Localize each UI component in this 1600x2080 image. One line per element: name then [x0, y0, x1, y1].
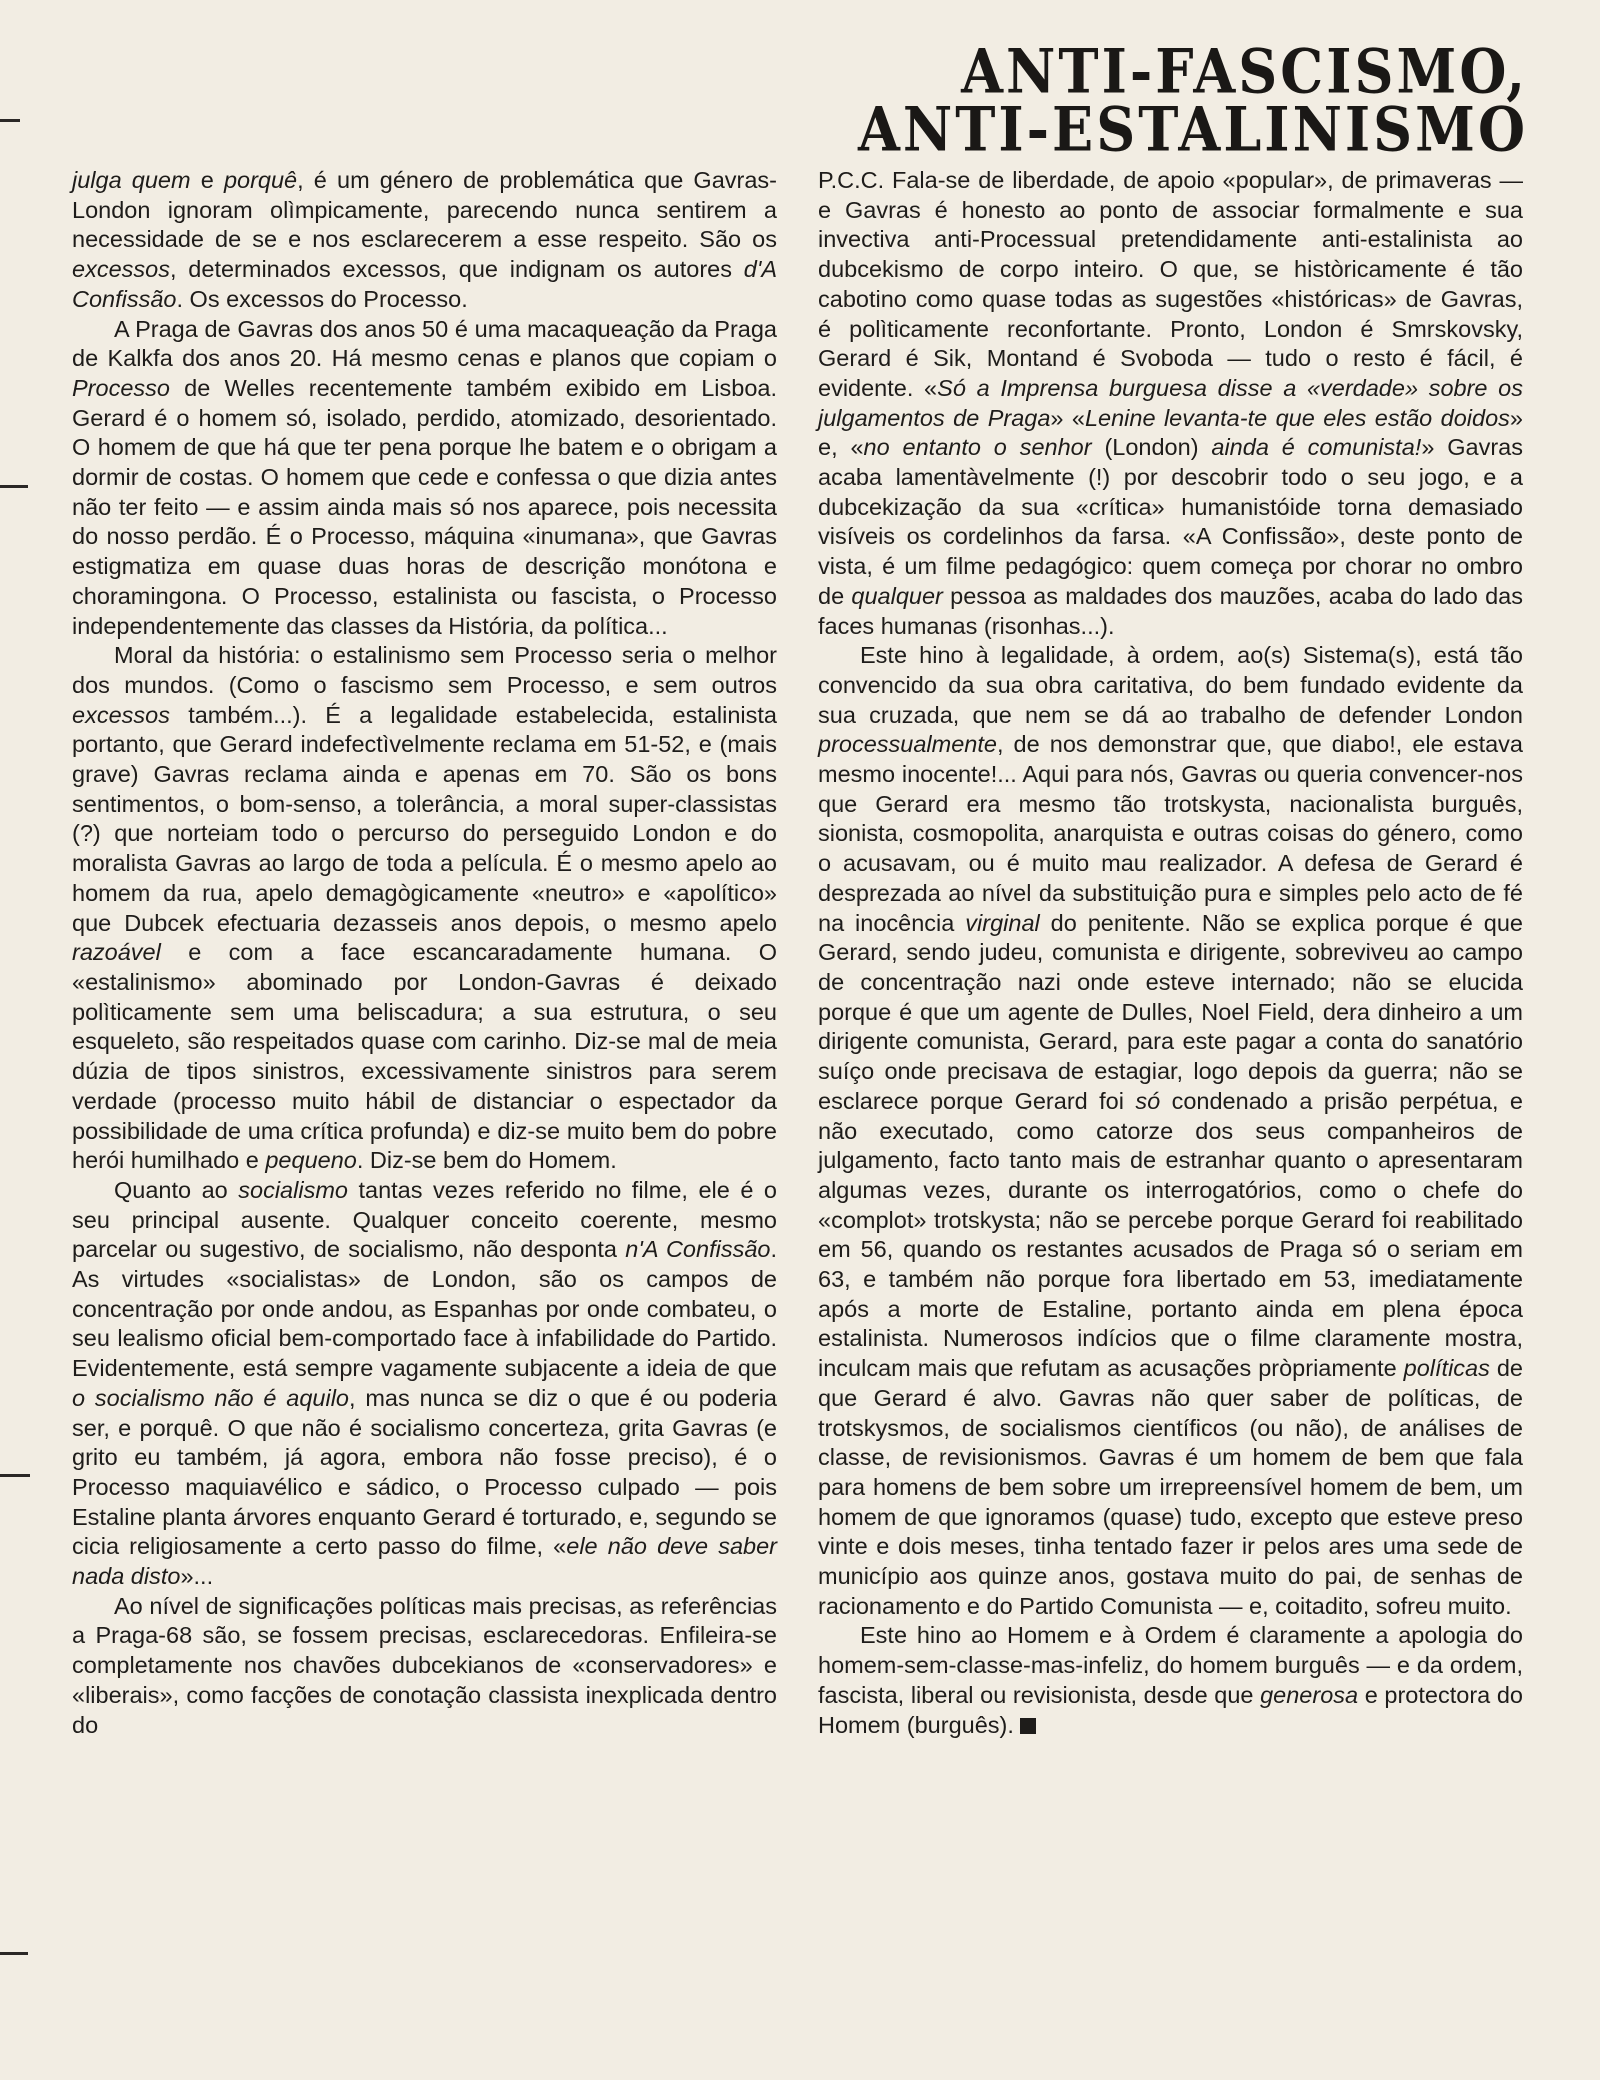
paragraph — [818, 1621, 1523, 1740]
text-run: e — [190, 167, 224, 193]
emphasis-text: no entanto o senhor — [863, 434, 1092, 461]
emphasis-text: pequeno — [265, 1147, 357, 1174]
text-run: , de nos demonstrar que, que diabo!, ele estava mesmo inocente!... Aqui para nós, Gavras ou queria convencer-nos que Gerard era mesmo tão trotskysta, nacionalista burguês, sionista, cosmopolita, anarquista e outras coisas do género, como o acusavam, ou é muito mau realizador. A defesa de Gerard é desprezada ao nível da substituição pura e simples pelo acto de fé na inocência — [818, 731, 1523, 936]
text-run: A Praga de Gavras dos anos 50 é uma macaqueação da Praga de Kalkfa dos anos 20. Há mesmo cenas e planos que copiam o — [72, 315, 777, 372]
emphasis-text: virginal — [965, 909, 1040, 936]
text-run: Ao nível de significações políticas mais precisas, as referências a Praga-68 são, se fossem precisas, esclarecedoras. Enfileira-se completamente nos chavões dubcekianos de «conservadores» e «liberais», como facções de conotação classista inexplicada dentro do — [72, 1592, 777, 1738]
text-run: Este hino ao Homem e à Ordem é claramente a apologia do homem-sem-classe-mas-infeliz, do homem burguês — e da ordem, fascista, liberal ou revisionista, desde que — [818, 1622, 1523, 1708]
text-run: pessoa as maldades dos mauzões, acaba do lado das faces humanas (risonhas...). — [818, 582, 1523, 639]
paragraph — [818, 166, 1523, 641]
text-column-right — [818, 166, 1523, 1740]
emphasis-text: julga quem — [72, 167, 191, 193]
emphasis-text: Lenine levanta-te que eles estão doidos — [1084, 404, 1510, 431]
emphasis-text: Processo — [72, 374, 170, 401]
text-run: , mas nunca se diz o que é ou poderia ser, e porquê. O que não é socialismo concerteza, grita Gavras (e grito eu também, já agora, embora não fosse preciso), é o Processo maquiavélico e sádico, o Processo culpado — pois Estaline planta árvores enquanto Gerard é torturado, e, segundo se cicia religiosamente a certo passo do filme, « — [72, 1384, 777, 1560]
paragraph — [72, 166, 777, 315]
text-run: . Os excessos do Processo. — [176, 285, 468, 312]
emphasis-text: d'A Confissão — [72, 256, 777, 312]
emphasis-text: o socialismo não é aquilo — [72, 1384, 350, 1411]
emphasis-text: n'A Confissão — [625, 1236, 771, 1263]
emphasis-text: porquê — [223, 167, 298, 193]
text-run: , determinados excessos, que indignam os autores — [169, 256, 744, 283]
emphasis-text: razoável — [72, 939, 161, 966]
paragraph — [818, 641, 1523, 1621]
margin-mark — [0, 1952, 28, 1955]
paragraph — [72, 315, 777, 642]
text-column-left — [72, 166, 777, 1740]
paragraph — [72, 641, 777, 1176]
headline-line-1: ANTI-FASCISMO, — [961, 35, 1528, 107]
emphasis-text: ainda é comunista! — [1211, 434, 1422, 461]
text-run: de Welles recentemente também exibido em Lisboa. Gerard é o homem só, isolado, perdido, atomizado, desorientado. O homem de que há que ter pena porque lhe batem e o obrigam a dormir de costas. O homem que cede e confessa o que dizia antes não ter feito — e assim ainda mais só nos aparece, pois necessita do nosso perdão. É o Processo, máquina «inumana», que Gavras estigmatiza em quase duas horas de descrição monótona e choramingona. O Processo, estalinista ou fascista, o Processo independentemente das classes da História, da política... — [72, 374, 777, 639]
paragraph — [72, 1176, 777, 1592]
emphasis-text: só — [1135, 1087, 1161, 1114]
text-run: » Gavras acaba lamentàvelmente (!) por descobrir todo o seu jogo, e a dubcekização da sua «crítica» humanistóide torna demasiado visíveis os cordelinhos da farsa. «A Confissão», deste ponto de vista, é um filme pedagógico: quem começa por chorar no ombro de — [818, 434, 1524, 609]
emphasis-text: políticas — [1403, 1355, 1490, 1382]
text-run: de que Gerard é alvo. Gavras não quer saber de políticas, de trotskysmos, de socialismos científicos (ou não), de análises de classe, de revisionismos. Gavras é um homem de bem que fala para homens de bem sobre um irrepreensível homem de bem, um homem de que ignoramos (quase) tudo, excepto que esteve preso vinte e dois meses, tinha tentado fazer ir pelos ares uma sede de município aos quinze anos, gostava muito do pai, de senhas de racionamento e do Partido Comunista — e, coitadito, sofreu muito. — [818, 1355, 1524, 1619]
text-run: também...). É a legalidade estabelecida, estalinista portanto, que Gerard indefectìvelmente reclama em 51-52, e (mais grave) Gavras reclama ainda e apenas em 70. São os bons sentimentos, o bom-senso, a tolerância, a moral super-classistas (?) que norteiam todo o percurso do perseguido London e do moralista Gavras ao largo de toda a película. É o mesmo apelo ao homem da rua, apelo demagògicamente «neutro» e «apolítico» que Dubcek efectuaria dezasseis anos depois, o mesmo apelo — [72, 701, 777, 936]
text-run: , é um género de problemática que Gavras-London ignoram olìmpicamente, parecendo nunca sentirem a necessidade de se e nos esclarecerem a esse respeito. São os — [72, 167, 777, 253]
end-of-article-square-icon — [1020, 1718, 1036, 1734]
text-run: e protectora do Homem (burguês). — [818, 1681, 1523, 1738]
text-run: . As virtudes «socialistas» de London, são os campos de concentração por onde andou, as Espanhas por onde combateu, o seu lealismo oficial bem-comportado face à infabilidade do Partido. Evidentemente, está sempre vagamente subjacente a ideia de que — [72, 1236, 777, 1382]
emphasis-text: excessos — [72, 256, 170, 283]
article-headline — [857, 35, 1528, 166]
text-run: » « — [1050, 404, 1085, 431]
text-run: Moral da história: o estalinismo sem Processo seria o melhor dos mundos. (Como o fascismo sem Processo, e sem outros — [72, 642, 777, 698]
text-run: (London) — [1091, 434, 1212, 461]
text-run: tantas vezes referido no filme, ele é o seu principal ausente. Qualquer conceito coerente, mesmo parcelar ou sugestivo, de socialismo, não desponta — [72, 1176, 777, 1263]
margin-mark — [0, 485, 28, 488]
text-run: do penitente. Não se explica porque é que Gerard, sendo judeu, comunista e dirigente, sobreviveu ao campo de concentração nazi onde esteve internado; não se elucida porque é que um agente de Dulles, Noel Field, dera dinheiro a um dirigente comunista, Gerard, para este pagar a conta do sanatório suíço onde precisava de estagiar, logo depois da guerra; não se esclarece porque Gerard foi — [818, 909, 1523, 1114]
text-run: condenado a prisão perpétua, e não executado, como catorze dos seus companheiros de julgamento, facto tanto mais de estranhar quanto o apresentaram algumas vezes, durante os interrogatórios, como o chefe do «complot» trotskysta; não se percebe porque Gerard foi reabilitado em 56, quando os restantes acusados de Praga só o seriam em 63, e também não porque fora libertado em 53, imediatamente após a morte de Estaline, portanto ainda em plena época estalinista. Numerosos indícios que o filme claramente mostra, inculcam mais que refutam as acusações pròpriamente — [818, 1087, 1523, 1382]
emphasis-text: socialismo — [238, 1176, 348, 1203]
emphasis-text: ele não deve saber nada disto — [72, 1533, 778, 1590]
emphasis-text: Só a Imprensa burguesa disse a «verdade» sobre os julgamentos de Praga — [818, 374, 1523, 431]
text-run: »... — [180, 1563, 214, 1590]
emphasis-text: generosa — [1260, 1681, 1359, 1708]
headline-line-2: ANTI-ESTALINISMO — [857, 93, 1528, 166]
margin-mark — [0, 119, 20, 122]
text-run: Quanto ao — [114, 1176, 239, 1203]
text-run: e com a face escancaradamente humana. O «estalinismo» abominado por London-Gavras é deixado polìticamente sem uma beliscadura; a sua estrutura, o seu esqueleto, são respeitados quase com carinho. Diz-se mal de meia dúzia de tipos sinistros, excessivamente sinistros para serem verdade (processo muito hábil de distanciar o espectador da possibilidade de uma crítica profunda) e diz-se muito bem do pobre herói humilhado e — [72, 939, 777, 1174]
text-run: Este hino à legalidade, à ordem, ao(s) Sistema(s), está tão convencido da sua obra caritativa, do bem fundado evidente da sua cruzada, que nem se dá ao trabalho de defender London — [818, 642, 1523, 728]
text-run: . Diz-se bem do Homem. — [356, 1147, 617, 1174]
margin-mark — [0, 1474, 30, 1477]
emphasis-text: excessos — [72, 701, 170, 728]
emphasis-text: processualmente — [818, 731, 997, 758]
paragraph — [72, 1592, 777, 1741]
emphasis-text: qualquer — [851, 582, 943, 609]
text-run: P.C.C. Fala-se de liberdade, de apoio «popular», de primaveras — e Gavras é honesto ao ponto de associar formalmente e sua invectiva anti-Processual pretendidamente anti-estalinista ao dubcekismo de corpo inteiro. O que, se històricamente é tão cabotino como quase todas as sugestões «históricas» de Gavras, é polìticamente reconfortante. Pronto, London é Smrskovsky, Gerard é Sik, Montand é Svoboda — tudo o resto é fácil, é evidente. « — [818, 167, 1523, 401]
text-run: » e, « — [818, 404, 1523, 461]
